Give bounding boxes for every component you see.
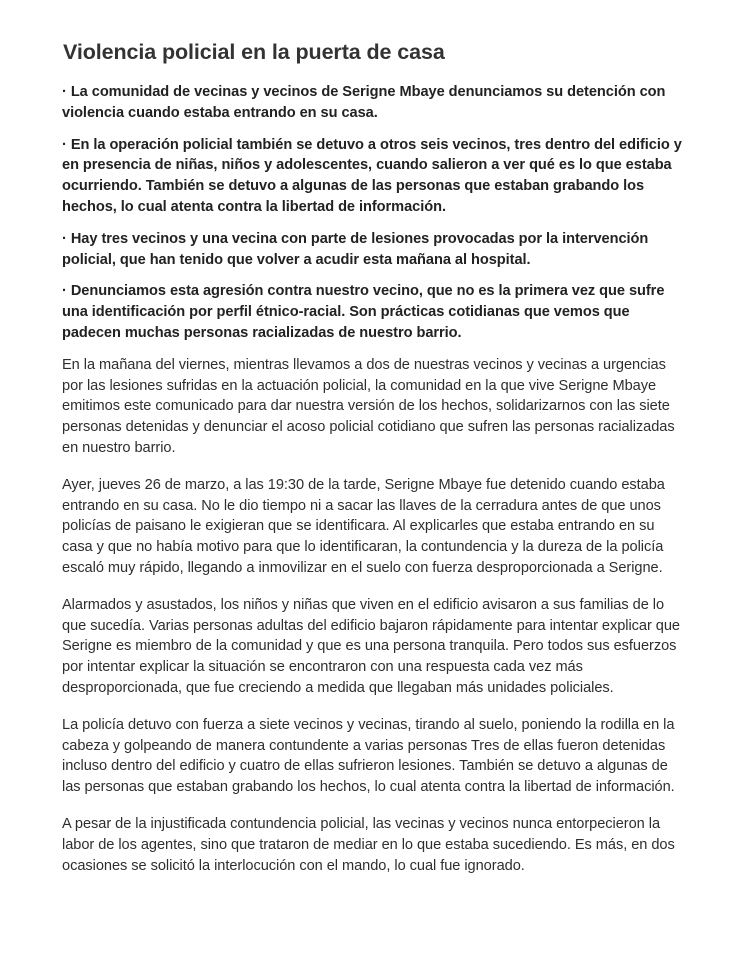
summary-bullet-racial-profiling: · Denunciamos esta agresión contra nuestro vecino, que no es la primera vez que sufre una identificación por perfil étnico-racial. Son prácticas cotidianas que vemos que padecen muchas personas racializadas de nuestro barrio.: [62, 283, 665, 341]
summary-bullet-detention: · La comunidad de vecinas y vecinos de Serigne Mbaye denunciamos su detención con violencia cuando estaba entrando en su casa.: [62, 84, 666, 121]
document-title: Violencia policial en la puerta de casa: [63, 40, 445, 64]
body-paragraph-police-force: La policía detuvo con fuerza a siete vecinos y vecinas, tirando al suelo, poniendo la rodilla en la cabeza y golpeando de manera contundente a varias personas Tres de ellas fueron detenidas incluso dentro del edificio y cuatro de ellas sufrieron lesiones. También se detuvo a algunas de las personas que estaban grabando los hechos, lo cual atenta contra la libertad de información.: [62, 716, 675, 796]
summary-bullet-injuries: · Hay tres vecinos y una vecina con parte de lesiones provocadas por la intervención policial, que han tenido que volver a acudir esta mañana al hospital.: [62, 230, 649, 268]
body-paragraph-arrest-account: Ayer, jueves 26 de marzo, a las 19:30 de la tarde, Serigne Mbaye fue detenido cuando estaba entrando en su casa. No le dio tiempo ni a sacar las llaves de la cerradura antes de que unos policías de paisano le exigieran que se identificara. Al explicarles que estaba entrando en su casa y que no había motivo para que lo identificaran, la contundencia y la dureza de la policía escaló muy rápido, llegando a inmovilizar en el suelo con fuerza desproporcionada a Serigne.: [62, 476, 665, 576]
body-paragraph-neighbors-react: Alarmados y asustados, los niños y niñas que viven en el edificio avisaron a sus familias de lo que sucedía. Varias personas adultas del edificio bajaron rápidamente para intentar explicar que Serigne es miembro de la comunidad y que es una persona tranquila. Pero todos sus esfuerzos por intentar explicar la situación se encontraron con una respuesta cada vez más desproporcionada, que fue creciendo a medida que llegaban más unidades policiales.: [62, 596, 680, 696]
summary-bullet-other-arrests: · En la operación policial también se detuvo a otros seis vecinos, tres dentro del edificio y en presencia de niñas, niños y adolescentes, cuando salieron a ver qué es lo que estaba ocurriendo. También se detuvo a algunas de las personas que estaban grabando los hechos, lo cual atenta contra la libertad de información.: [62, 136, 682, 215]
body-paragraph-mediation: A pesar de la injustificada contundencia policial, las vecinas y vecinos nunca entorpecieron la labor de los agentes, sino que trataron de mediar en lo que estaba sucediendo. Es más, en dos ocasiones se solicitó la interlocución con el mando, lo cual fue ignorado.: [62, 815, 675, 874]
body-paragraph-communique: En la mañana del viernes, mientras llevamos a dos de nuestras vecinos y vecinas a urgencias por las lesiones sufridas en la actuación policial, la comunidad en la que vive Serigne Mbaye emitimos este comunicado para dar nuestra versión de los hechos, solidarizarnos con las siete personas detenidas y denunciar el acoso policial cotidiano que sufren las personas racializadas en nuestro barrio.: [62, 356, 675, 456]
